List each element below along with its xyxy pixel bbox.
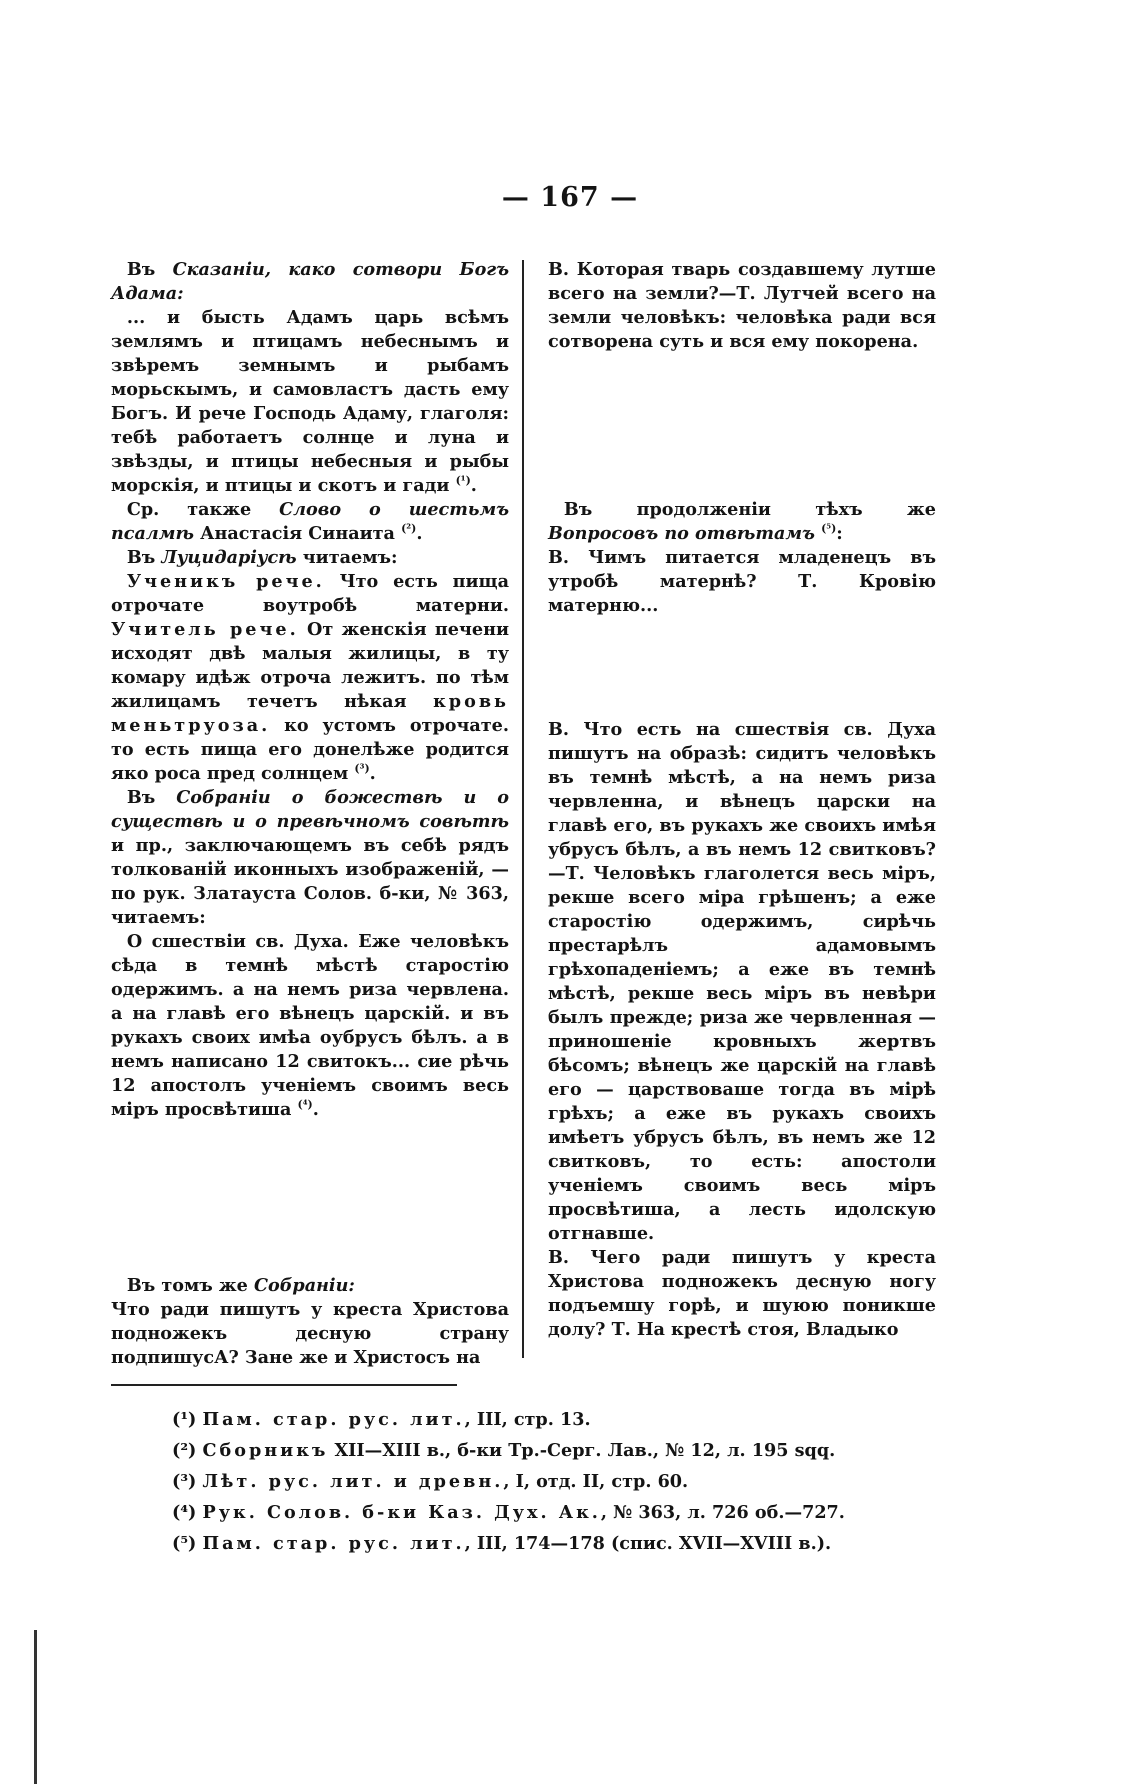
question-krest: [548, 1246, 936, 1342]
right-column: [548, 258, 936, 1342]
footnote-5: [172, 1528, 972, 1559]
paragraph-prodolzhenie: [548, 498, 936, 546]
text: Въ продолженіи тѣхъ же: [563, 499, 936, 520]
text: Въ: [126, 787, 177, 808]
text: ко устомъ отрочате. то есть пища его донелѣже родится яко роса пред солнцем: [111, 715, 509, 784]
page-number: — 167 —: [501, 182, 639, 213]
text: ... и бысть Адамъ царь всѣмъ землямъ и птицамъ небеснымъ и звѣремъ земнымъ и рыбамъ морьскымъ, и самовластъ дасть ему Богъ. И рече Господь Адаму, глаголя: тебѣ работаетъ солнце и луна и звѣзды, и птицы небесныя и рыбы морскія, и птицы и скотъ и гади: [111, 307, 509, 496]
footnote-1: [172, 1404, 972, 1435]
footnote-text: , № 363, л. 726 об.—727.: [600, 1502, 845, 1523]
text: В. Чего ради пишутъ у креста Христова подножекъ десную ногу подъемшу горѣ, и шуюю поникше долу? Т. На крестѣ стоя, Владыко: [548, 1247, 936, 1340]
footnote-mark: (²): [172, 1440, 197, 1461]
text: В. Которая тварь создавшему лутше всего на земли?—Т. Лутчей всего на земли человѣкъ: человѣка ради вся сотворена суть и вся ему покорена.: [548, 259, 936, 352]
footnote-text: , III, стр. 13.: [464, 1409, 591, 1430]
spaced-word: Ученикъ рече.: [126, 571, 325, 592]
footnote-4: [172, 1497, 972, 1528]
footnote-text: , I, отд. II, стр. 60.: [503, 1471, 689, 1492]
paragraph-skazanie: [111, 258, 509, 306]
paragraph-tom-zhe: [111, 1274, 509, 1298]
text: О сшествіи св. Духа. Еже человѣкъ сѣда в темнѣ мѣстѣ старостію одержимъ. а на немъ риза червлена. а на главѣ его вѣнецъ царскій. и въ рукахъ своих имѣа оубрусъ бѣлъ. а в немъ написано 12 свитокъ... сие рѣчь 12 апостолъ ученіемъ своимъ весь міръ просвѣтиша: [111, 931, 509, 1120]
footnote-ref-1[interactable]: (¹): [455, 474, 471, 488]
footnotes: [172, 1404, 972, 1559]
footnote-mark: (⁵): [172, 1533, 197, 1554]
text: :: [836, 523, 843, 544]
text: В. Что есть на сшествія св. Духа пишутъ на образѣ: сидитъ человѣкъ въ темнѣ мѣстѣ, а на немъ риза червленна, и вѣнецъ царски на главѣ его, въ рукахъ же своихъ имѣя убрусъ бѣлъ, а въ немъ 12 свитковъ?—Т. Человѣкъ глаголется весь міръ, рекше всего міра грѣшенъ; а еже старостію одержимъ, сирѣчь престарѣлъ адамовымъ грѣхопаденіемъ; а еже въ темнѣ мѣстѣ, рекше весь міръ въ невѣри былъ прежде; риза же червленная — приношеніе кровныхъ жертвъ бѣсомъ; вѣнецъ же царскій на главѣ его — царствоваше тогда въ мірѣ грѣхъ; а еже въ рукахъ своихъ имѣетъ убрусъ бѣлъ, въ немъ же 12 свитковъ, то есть: апостоли ученіемъ своимъ весь міръ просвѣтиша, а лесть идолскую отгнавше.: [548, 719, 936, 1244]
footnote-text: , III, 174—178 (спис. XVII—XVIII в.).: [464, 1533, 832, 1554]
footnote-ref-4[interactable]: (⁴): [297, 1098, 313, 1112]
title-italic: Луцидаріусѣ: [161, 547, 297, 568]
footnote-mark: (⁴): [172, 1502, 197, 1523]
question-mladenets: [548, 546, 936, 618]
paragraph-quote-adam: ... и бысть Адамъ царь всѣмъ землямъ и птицамъ небеснымъ и звѣремъ земнымъ и рыбамъ морьскымъ, и самовластъ дасть ему Богъ. И рече Господь Адаму, глаголя: тебѣ работаетъ солнце и луна и звѣзды, и птицы небесныя и рыбы морскія, и птицы и скотъ и гади $^{(^1)}$.: [111, 307, 509, 496]
footnote-ref-5[interactable]: (⁵): [821, 522, 837, 536]
paragraph-sobranie: [111, 786, 509, 930]
footnote-mark: (¹): [172, 1409, 197, 1430]
text: читаемъ:: [296, 547, 398, 568]
text: Что есть пища отрочате воутробѣ матерни.: [111, 571, 509, 616]
footnote-2: [172, 1435, 972, 1466]
text: В. Чимъ питается младенецъ въ утробѣ матернѣ? Т. Кровію матерню...: [548, 547, 936, 616]
title-italic: Собраніи:: [253, 1275, 355, 1296]
text: и пр., заключающемъ въ себѣ рядъ толкованій иконныхъ изображеній, — по рук. Златауста Солов. б-ки, № 363, читаемъ:: [111, 835, 509, 928]
spaced-word: кровь меньтруоза.: [111, 691, 509, 736]
footnote-source: Пам. стар. рус. лит.: [202, 1409, 465, 1430]
paragraph-sr-takzhe: Ср. также Слово о шестьмъ псалмѣ Анастасія Синаита $^{(^2)}$.: [111, 499, 509, 544]
footnote-3: [172, 1466, 972, 1497]
title-italic: Сказаніи, како сотвори Богъ Адама:: [111, 259, 509, 304]
footnote-source: Сборникъ: [202, 1440, 329, 1461]
footnote-separator: [111, 1384, 457, 1386]
footnote-source: Пам. стар. рус. лит.: [202, 1533, 465, 1554]
footnote-source: Лѣт. рус. лит. и древн.: [202, 1471, 504, 1492]
footnote-ref-3[interactable]: (³): [354, 762, 370, 776]
text: Въ: [126, 547, 162, 568]
text: Ср. также: [126, 499, 280, 520]
text: Въ томъ же: [126, 1275, 254, 1296]
footnote-source: Рук. Солов. б-ки Каз. Дух. Ак.: [202, 1502, 601, 1523]
title-italic: Вопросовъ по отвѣтамъ: [548, 523, 815, 544]
footnote-ref-2[interactable]: (²): [401, 522, 417, 536]
footnote-text: XII—XIII в., б-ки Тр.-Серг. Лав., № 12, л. 195 sqq.: [328, 1440, 836, 1461]
spaced-word: Учитель рече.: [111, 619, 299, 640]
title-italic: Слово о шестьмъ псалмѣ: [111, 499, 509, 544]
paragraph-lucidarius: [111, 546, 509, 570]
left-column: [111, 258, 509, 1370]
paragraph-krest: [111, 1298, 509, 1370]
paragraph-sshestvie: О сшествіи св. Духа. Еже человѣкъ сѣда в темнѣ мѣстѣ старостію одержимъ. а на немъ риза червлена. а на главѣ его вѣнецъ царскій. и въ рукахъ своих имѣа оубрусъ бѣлъ. а в немъ написано 12 свитокъ... сие рѣчь 12 апостолъ ученіемъ своимъ весь міръ просвѣтиша $^{(^4)}$.: [111, 931, 509, 1120]
text: Анастасія Синаита: [200, 523, 395, 544]
question-tvar: [548, 258, 936, 354]
column-divider: [522, 260, 524, 1358]
scan-edge-mark: [34, 1630, 37, 1784]
paragraph-uchenik: Ученикъ рече. Что есть пища отрочате воутробѣ матерни. Учитель рече. От женскія печени исходят двѣ малыя жилицы, в ту комару идѣж отроча лежитъ. по тѣм жилицамъ течетъ нѣкая кровь меньтруоза. ко устомъ отрочате. то есть пища его донелѣже родится яко роса пред солнцем $^{(^3)}$.: [111, 571, 510, 784]
text: Въ: [126, 259, 173, 280]
title-italic: Собраніи о божествѣ и о существѣ и о превѣчномъ совѣтѣ: [111, 787, 510, 832]
footnote-mark: (³): [172, 1471, 197, 1492]
question-sshestvie: [548, 718, 936, 1246]
text: От женскія печени исходят двѣ малыя жилицы, в ту комару идѣж отроча лежитъ. по тѣм жилицамъ течетъ нѣкая: [111, 619, 510, 712]
text: Что ради пишутъ у креста Христова подножекъ десную страну подпишусА? Зане же и Христосъ на: [111, 1299, 509, 1368]
